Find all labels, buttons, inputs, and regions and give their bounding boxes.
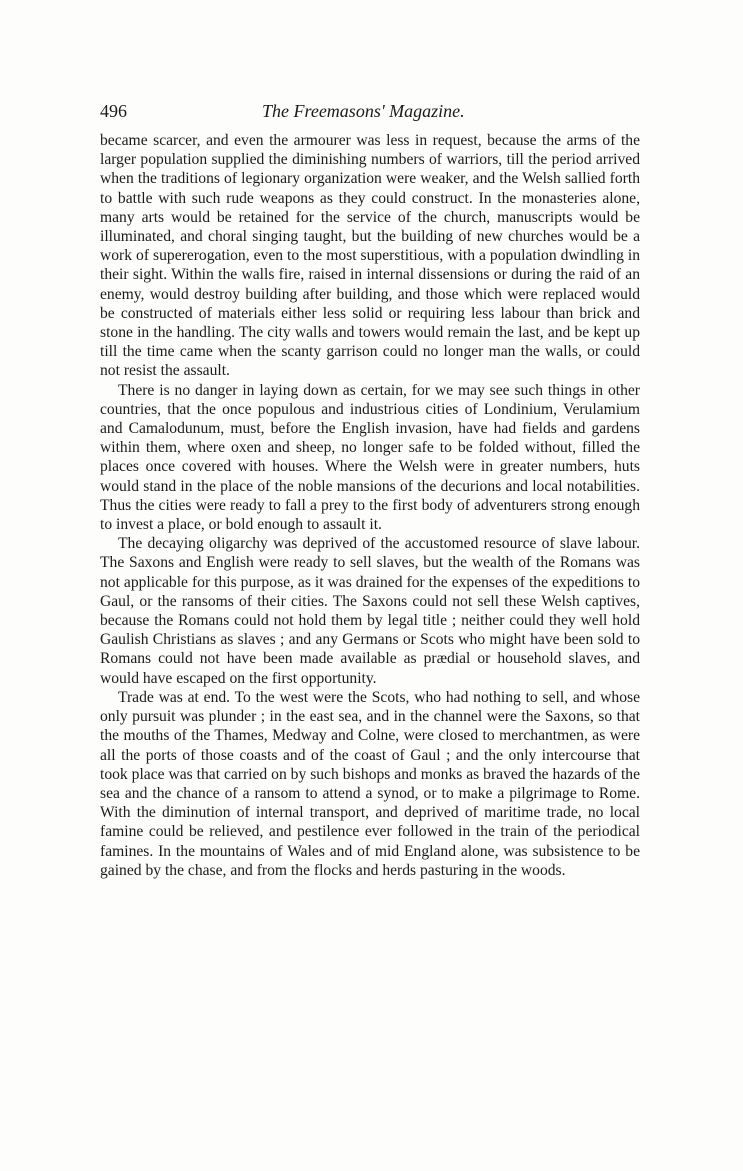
paragraph-2: There is no danger in laying down as certain, for we may see such things in other countries, that the once populous and industrious cities of Londinium, Verulamium and Camalodunum, must, before the English invasion, have had fields and gardens within them, where oxen and sheep, no longer safe to be folded without, filled the places once covered with houses. Where the Welsh were in greater numbers, huts would stand in the place of the noble mansions of the decurions and local notabilities. Thus the cities were ready to fall a prey to the first body of adventurers strong enough to invest a place, or bold enough to assault it. xyxy=(100,381,640,534)
running-title: The Freemasons' Magazine. xyxy=(262,101,465,121)
paragraph-1: became scarcer, and even the armourer was less in request, because the arms of the larger population supplied the diminishing numbers of warriors, till the period arrived when the traditions of legionary organization were weaker, and the Welsh sallied forth to battle with such rude weapons as they could construct. In the monasteries alone, many arts would be retained for the service of the church, manuscripts would be illuminated, and choral singing taught, but the building of new churches would be a work of supererogation, even to the most superstitious, with a population dwindling in their sight. Within the walls fire, raised in internal dissensions or during the raid of an enemy, would destroy building after building, and those which were replaced would be constructed of materials either less solid or requiring less labour than brick and stone in the handling. The city walls and towers would remain the last, and be kept up till the time came when the scanty garrison could no longer man the walls, or could not resist the assault. xyxy=(100,132,640,380)
paragraph-4: Trade was at end. To the west were the Scots, who had nothing to sell, and whose only pursuit was plunder ; in the east sea, and in the channel were the Saxons, so that the mouths of the Thames, Medway and Colne, were closed to merchantmen, as were all the ports of those coasts and of the coast of Gaul ; and the only intercourse that took place was that carried on by such bishops and monks as braved the hazards of the sea and the chance of a ransom to attend a synod, or to make a pilgrimage to Rome. With the diminution of internal transport, and deprived of maritime trade, no local famine could be relieved, and pestilence ever followed in the train of the periodical famines. In the mountains of Wales and of mid England alone, was subsistence to be gained by the chase, and from the flocks and herds pasturing in the woods. xyxy=(100,688,640,879)
page-number: 496 xyxy=(100,101,127,121)
article-body xyxy=(100,131,640,880)
paragraph-3: The decaying oligarchy was deprived of the accustomed resource of slave labour. The Saxons and English were ready to sell slaves, but the wealth of the Romans was not applicable for this purpose, as it was drained for the expenses of the expeditions to Gaul, or the ransoms of their cities. The Saxons could not sell these Welsh captives, because the Romans could not hold them by legal title ; neither could they well hold Gaulish Christians as slaves ; and any Germans or Scots who might have been sold to Romans could not have been made available as prædial or household slaves, and would have escaped on the first opportunity. xyxy=(100,535,640,687)
page-header xyxy=(100,99,640,123)
